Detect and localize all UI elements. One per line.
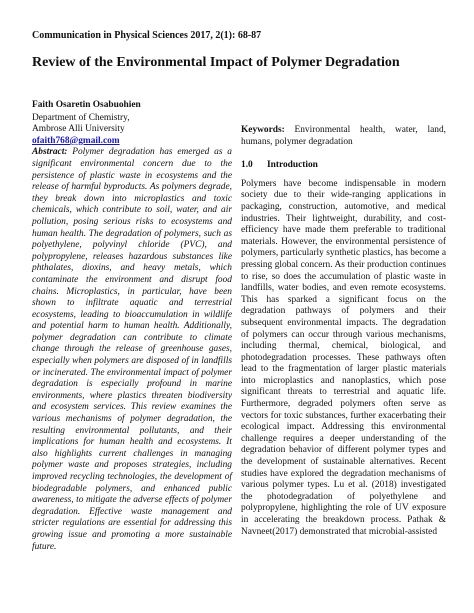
author-email-link[interactable]: ofaith768@gmail.com — [32, 135, 120, 146]
section-heading — [241, 160, 446, 172]
keywords-text: Environmental health, water, land, humans, polymer degradation — [241, 125, 446, 147]
introduction-text: Polymers have become indispensable in modern society due to their wide-ranging applications in packaging, construction, automotive, and medical industries. Their lightweight, durability, and cost-efficiency have made them preferable to traditional materials. However, the environmental persistence of polymers, particularly synthetic plastics, has become a pressing global concern. As their production continues to rise, so does the accumulation of plastic waste in landfills, water bodies, and even remote ecosystems. This has sparked a significant focus on the degradation pathways of polymers and their subsequent environmental impacts. The degradation of polymers can occur through various mechanisms, including thermal, chemical, biological, and photodegradation processes. These pathways often lead to the fragmentation of larger plastic materials into microplastics and nanoplastics, which pose significant threats to terrestrial and aquatic life. Furthermore, degraded polymers often serve as vectors for toxic substances, further exacerbating their ecological impact. Addressing this environmental challenge requires a deeper understanding of the degradation behavior of different polymer types and the development of sustainable alternatives. Recent studies have explored the degradation mechanisms of various polymer types. Lu et al. (2018) investigated the photodegradation of polyethylene and polypropylene, highlighting the role of UV exposure in accelerating the breakdown process. Pathak & Navneet(2017) demonstrated that microbial-assisted — [241, 178, 446, 537]
section-number: 1.0 — [241, 160, 253, 171]
keywords-label: Keywords: — [241, 125, 285, 135]
abstract-label: Abstract: — [32, 147, 68, 158]
author-name: Faith Osaretin Osabuohien — [32, 100, 141, 110]
abstract — [32, 147, 232, 553]
section-title: Introduction — [267, 160, 318, 171]
journal-header: Communication in Physical Sciences 2017, 2(1): 68-87 — [32, 30, 262, 41]
abstract-text: Polymer degradation has emerged as a significant environmental concern due to the persistence of plastic waste in ecosystems and the release of harmful byproducts. As polymers degrade, they break down into microplastics and toxic chemicals, which contribute to soil, water, and air pollution, posing serious risks to ecosystems and human health. The degradation of polymers, such as polyethylene, polyvinyl chloride (PVC), and polypropylene, releases hazardous substances like phthalates, dioxins, and heavy metals, which contaminate the environment and disrupt food chains. Microplastics, in particular, have been shown to infiltrate aquatic and terrestrial ecosystems, leading to bioaccumulation in wildlife and potential harm to human health. Additionally, polymer degradation can contribute to climate change through the release of greenhouse gases, especially when polymers are disposed of in landfills or incinerated. The environmental impact of polymer degradation is especially profound in marine environments, where plastics threaten biodiversity and ecosystem services. This review examines the various mechanisms of polymer degradation, the resulting environmental pollutants, and their implications for human health and ecosystems. It also highlights current challenges in managing polymer waste and proposes strategies, including improved recycling technologies, the development of biodegradable polymers, and enhanced public awareness, to mitigate the adverse effects of polymer degradation. Effective waste management and stricter regulations are essential for addressing this growing issue and promoting a more sustainable future. — [32, 147, 232, 552]
right-column — [241, 125, 446, 538]
left-column — [32, 100, 232, 553]
author-institution: Ambrose Alli University — [32, 124, 125, 135]
keywords — [241, 125, 446, 148]
paper-title: Review of the Environmental Impact of Polymer Degradation — [32, 55, 400, 70]
author-department: Department of Chemistry, — [32, 112, 130, 123]
